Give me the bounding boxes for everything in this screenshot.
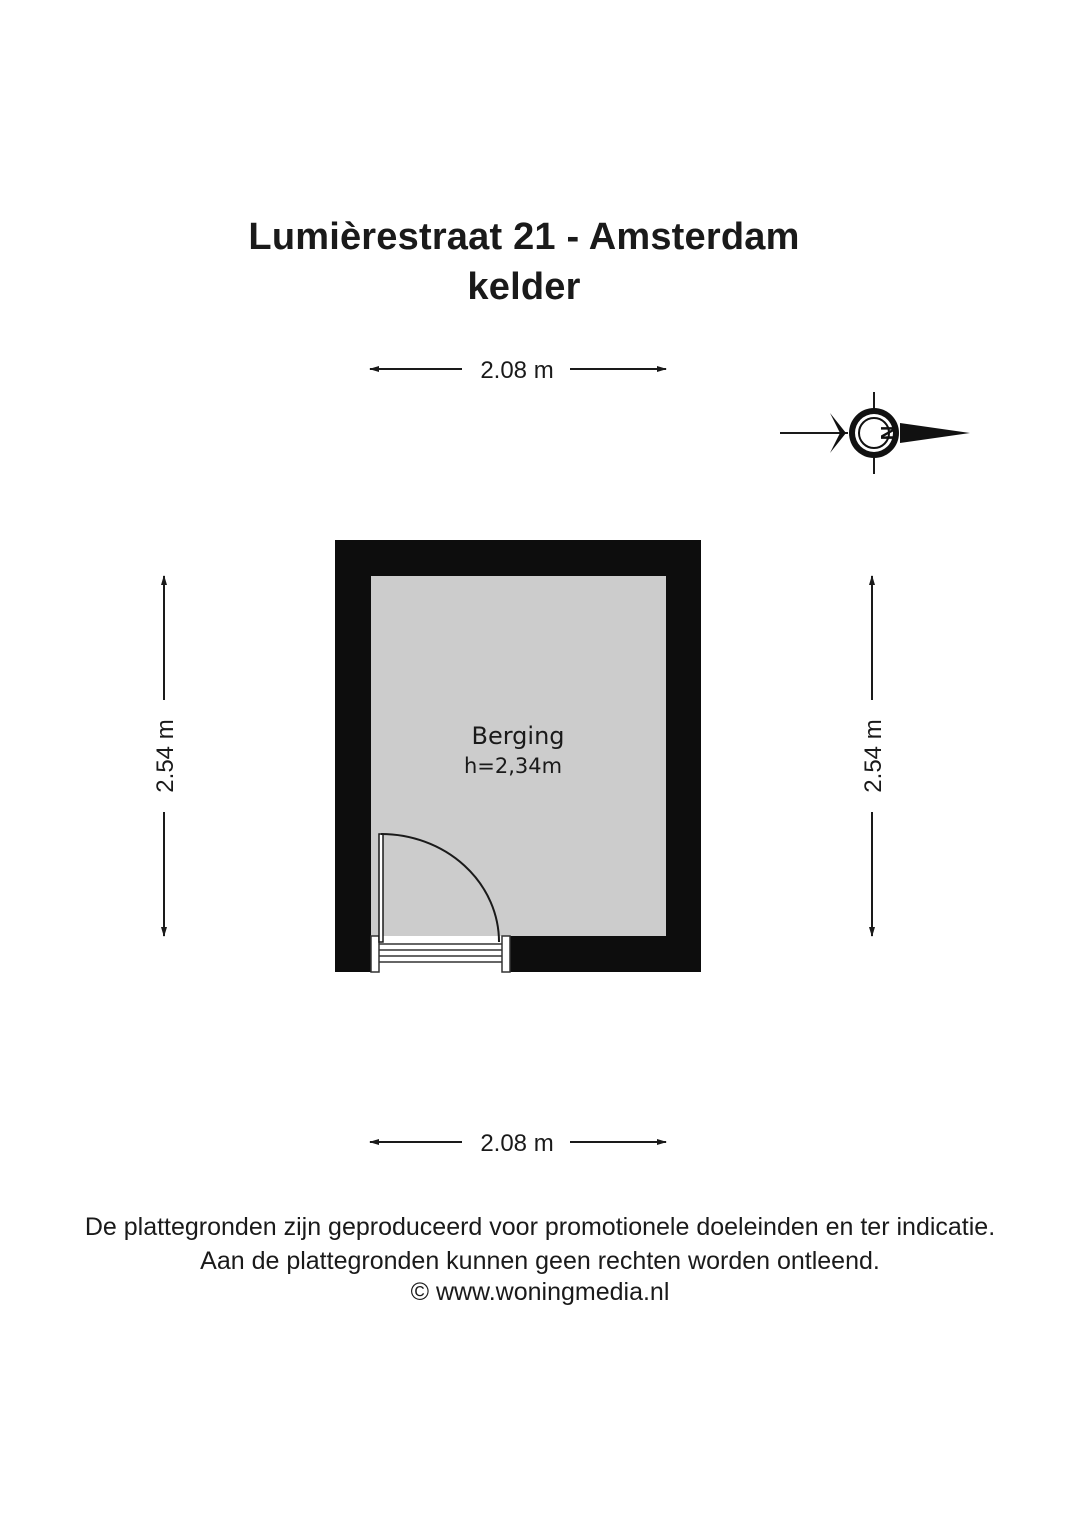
dimension-top-label: 2.08 m <box>480 357 554 384</box>
dimension-right <box>860 576 887 936</box>
dimension-left <box>152 576 179 936</box>
floor-label: kelder <box>467 266 581 308</box>
copyright-link[interactable]: © www.woningmedia.nl <box>410 1278 670 1306</box>
compass-label: N <box>876 425 898 441</box>
disclaimer-line-2: Aan de plattegronden kunnen geen rechten worden ontleend. <box>200 1247 880 1275</box>
dimension-left-label: 2.54 m <box>152 719 179 793</box>
dimension-top <box>370 357 666 384</box>
disclaimer-line-1: De plattegronden zijn geproduceerd voor promotionele doeleinden en ter indicatie. <box>84 1213 996 1241</box>
dimension-right-label: 2.54 m <box>860 719 887 793</box>
room-berging <box>335 540 701 972</box>
dimension-bottom <box>370 1130 666 1157</box>
dimension-bottom-label: 2.08 m <box>480 1130 554 1157</box>
compass-north-icon <box>780 392 970 474</box>
page-title: Lumièrestraat 21 - Amsterdam <box>248 216 800 258</box>
door-opening <box>371 936 510 972</box>
room-name: Berging <box>471 722 565 750</box>
room-height: h=2,34m <box>463 754 563 778</box>
